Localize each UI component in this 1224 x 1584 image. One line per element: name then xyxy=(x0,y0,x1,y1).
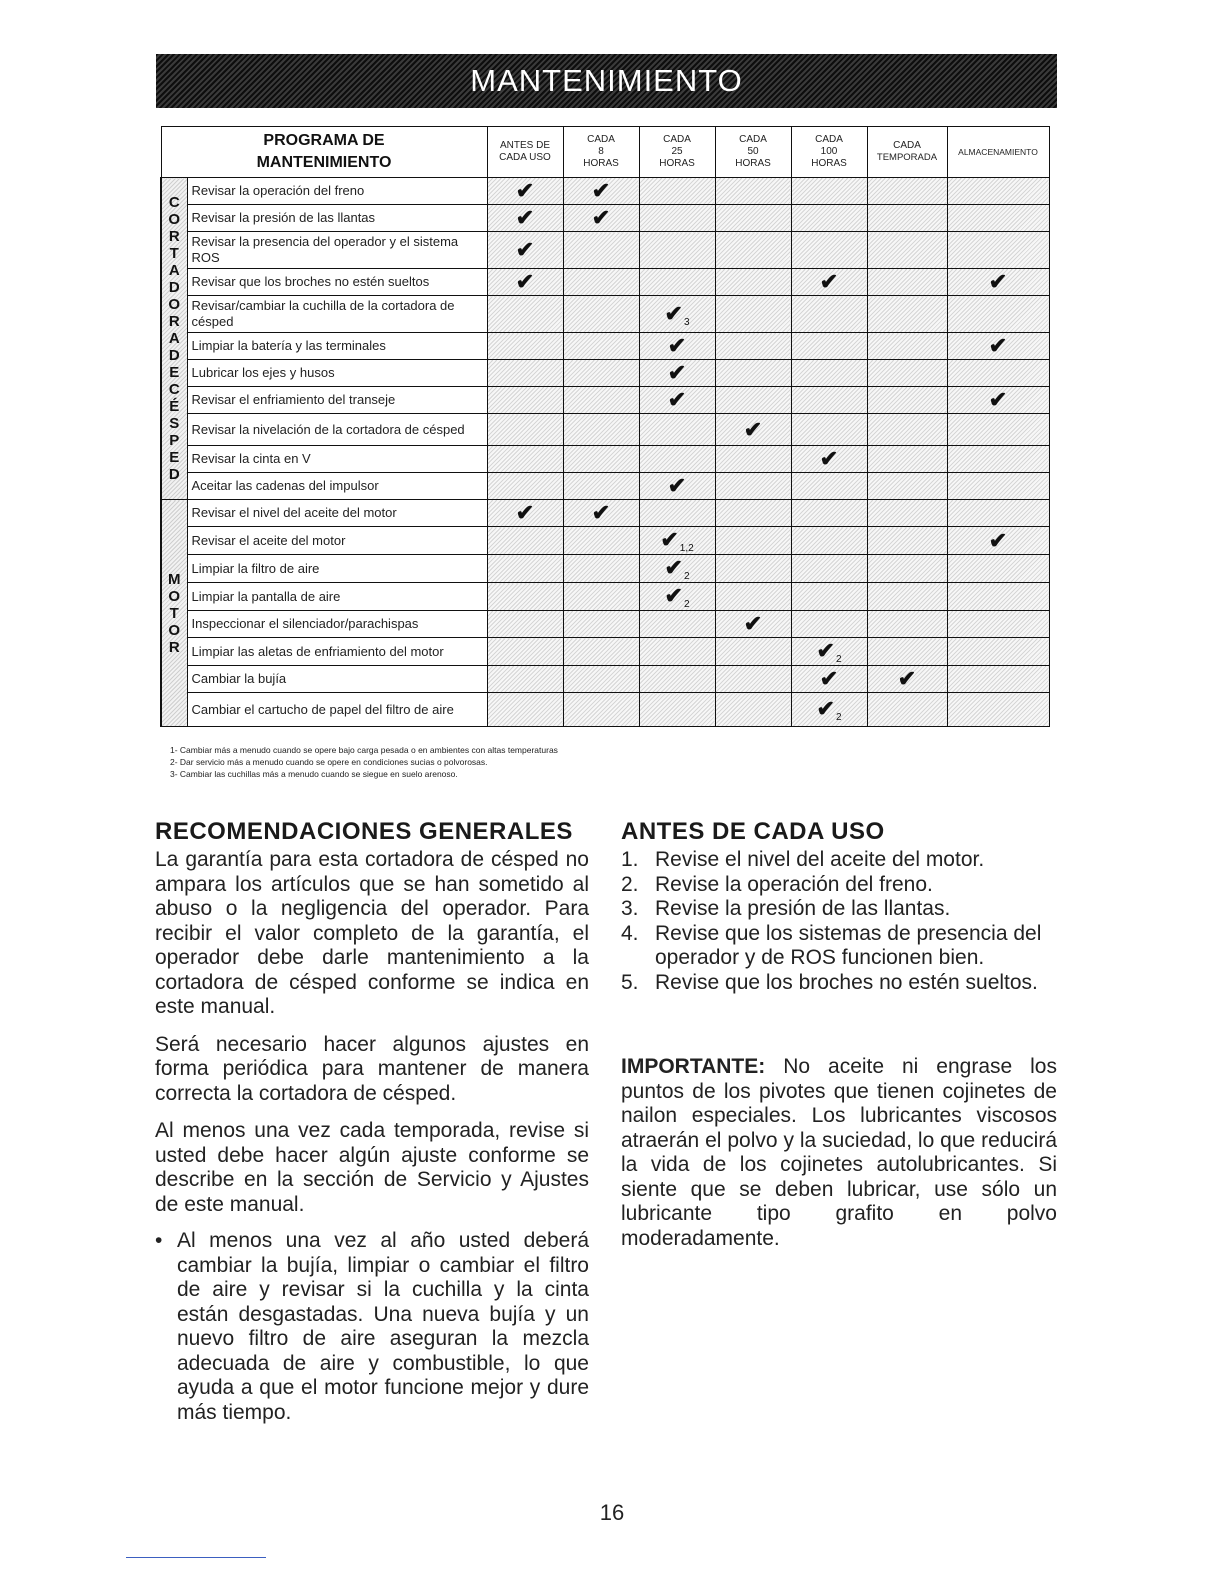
schedule-cell xyxy=(715,583,791,611)
task-label: Revisar la cinta en V xyxy=(187,446,487,473)
schedule-cell xyxy=(791,638,867,666)
schedule-cell xyxy=(947,205,1049,232)
footnote-ref: 2 xyxy=(835,654,842,665)
schedule-cell xyxy=(639,555,715,583)
table-row xyxy=(161,296,1049,333)
schedule-cell xyxy=(639,583,715,611)
steps-list xyxy=(621,848,1057,995)
table-row xyxy=(161,666,1049,693)
footnote-ref: 2 xyxy=(835,712,842,723)
schedule-cell xyxy=(563,473,639,500)
check-mark-icon: ✔ xyxy=(743,611,763,636)
check-mark-icon: ✔ xyxy=(664,300,683,326)
paragraph: La garantía para esta cortadora de césped no ampara los artículos que se han sometido al abuso o la negligencia del operador. Para recibir el valor completo de la garantía, el operador debe darle mantenimiento a la cortadora de césped conforme se indica en este manual. xyxy=(155,848,589,1018)
schedule-cell xyxy=(947,360,1049,387)
check-mark-icon: ✔ xyxy=(988,527,1008,553)
schedule-cell xyxy=(867,387,947,414)
schedule-cell xyxy=(947,527,1049,555)
schedule-cell xyxy=(715,387,791,414)
schedule-cell xyxy=(639,473,715,500)
schedule-cell xyxy=(947,473,1049,500)
task-label: Revisar la nivelación de la cortadora de césped xyxy=(187,414,487,446)
schedule-cell xyxy=(715,500,791,527)
task-label: Revisar el enfriamiento del transeje xyxy=(187,387,487,414)
schedule-cell xyxy=(487,446,563,473)
schedule-cell xyxy=(791,611,867,638)
schedule-cell xyxy=(487,232,563,269)
table-row xyxy=(161,473,1049,500)
schedule-cell xyxy=(791,387,867,414)
schedule-cell xyxy=(563,205,639,232)
schedule-cell xyxy=(639,500,715,527)
before-each-use-section xyxy=(621,818,1057,1251)
table-row xyxy=(161,360,1049,387)
schedule-cell xyxy=(639,360,715,387)
page-number: 16 xyxy=(599,1500,625,1525)
schedule-cell xyxy=(639,414,715,446)
schedule-cell xyxy=(563,583,639,611)
important-label: IMPORTANTE: xyxy=(621,1055,766,1078)
schedule-cell xyxy=(639,527,715,555)
schedule-cell xyxy=(563,387,639,414)
table-row xyxy=(161,387,1049,414)
group-label: C O R T A D O R A D E C É S P E D xyxy=(168,194,181,483)
check-mark-icon: ✔ xyxy=(591,178,611,203)
schedule-cell xyxy=(639,232,715,269)
schedule-cell xyxy=(791,414,867,446)
schedule-cell xyxy=(791,527,867,555)
schedule-cell xyxy=(867,555,947,583)
table-row xyxy=(161,555,1049,583)
task-label: Cambiar la bujía xyxy=(187,666,487,693)
schedule-cell xyxy=(791,205,867,232)
schedule-cell xyxy=(487,387,563,414)
schedule-cell xyxy=(487,500,563,527)
paragraph: Será necesario hacer algunos ajustes en forma periódica para mantener de manera correcta la cortadora de césped. xyxy=(155,1032,589,1105)
check-mark-icon: ✔ xyxy=(515,237,535,262)
table-row xyxy=(161,178,1049,205)
schedule-cell xyxy=(791,693,867,727)
check-mark-icon: ✔ xyxy=(515,205,535,230)
schedule-cell xyxy=(563,666,639,693)
table-row xyxy=(161,333,1049,360)
schedule-cell xyxy=(791,269,867,296)
check-mark-icon: ✔ xyxy=(515,500,535,525)
table-header-row xyxy=(161,127,1049,178)
schedule-cell xyxy=(639,693,715,727)
schedule-cell xyxy=(715,527,791,555)
schedule-cell xyxy=(867,296,947,333)
footnote-ref: 2 xyxy=(683,599,690,610)
schedule-cell xyxy=(563,500,639,527)
schedule-title: PROGRAMA DE MANTENIMIENTO xyxy=(161,127,487,178)
schedule-cell xyxy=(715,666,791,693)
schedule-cell xyxy=(563,446,639,473)
schedule-cell xyxy=(715,611,791,638)
table-row xyxy=(161,693,1049,727)
column-header: CADA 100 HORAS xyxy=(791,127,867,178)
schedule-cell xyxy=(563,360,639,387)
schedule-cell xyxy=(487,473,563,500)
bullet-item xyxy=(155,1229,589,1425)
schedule-cell xyxy=(563,232,639,269)
schedule-cell xyxy=(715,555,791,583)
schedule-cell xyxy=(563,333,639,360)
schedule-cell xyxy=(563,414,639,446)
schedule-cell xyxy=(867,527,947,555)
task-label: Revisar la operación del freno xyxy=(187,178,487,205)
check-mark-icon: ✔ xyxy=(515,178,535,203)
schedule-cell xyxy=(715,296,791,333)
check-mark-icon: ✔ xyxy=(667,473,687,498)
table-row xyxy=(161,583,1049,611)
schedule-cell xyxy=(563,296,639,333)
schedule-cell xyxy=(563,178,639,205)
schedule-cell xyxy=(487,269,563,296)
schedule-cell xyxy=(715,333,791,360)
task-label: Revisar que los broches no estén sueltos xyxy=(187,269,487,296)
column-header: CADA 25 HORAS xyxy=(639,127,715,178)
schedule-cell xyxy=(947,232,1049,269)
maintenance-schedule-table xyxy=(160,126,1050,727)
table-row xyxy=(161,500,1049,527)
task-label: Revisar la presencia del operador y el sistema ROS xyxy=(187,232,487,269)
schedule-cell xyxy=(563,693,639,727)
schedule-cell xyxy=(715,473,791,500)
schedule-cell xyxy=(715,414,791,446)
footnote-ref: 1,2 xyxy=(679,543,694,554)
schedule-cell xyxy=(791,333,867,360)
schedule-cell xyxy=(867,414,947,446)
column-header: ANTES DE CADA USO xyxy=(487,127,563,178)
table-row xyxy=(161,205,1049,232)
list-item: 1. Revise el nivel del aceite del motor. xyxy=(621,848,985,871)
schedule-cell xyxy=(947,666,1049,693)
schedule-cell xyxy=(867,178,947,205)
check-mark-icon: ✔ xyxy=(667,387,687,412)
schedule-cell xyxy=(867,473,947,500)
task-label: Revisar la presión de las llantas xyxy=(187,205,487,232)
table-row xyxy=(161,527,1049,555)
schedule-cell xyxy=(487,555,563,583)
schedule-cell xyxy=(867,269,947,296)
schedule-cell xyxy=(639,638,715,666)
schedule-cell xyxy=(639,446,715,473)
schedule-cell xyxy=(715,205,791,232)
schedule-cell xyxy=(487,638,563,666)
schedule-cell xyxy=(639,333,715,360)
schedule-cell xyxy=(487,296,563,333)
list-item: 3. Revise la presión de las llantas. xyxy=(621,897,951,920)
schedule-cell xyxy=(791,583,867,611)
schedule-cell xyxy=(791,446,867,473)
table-row xyxy=(161,446,1049,473)
footnote: 3- Cambiar las cuchillas más a menudo cuando se siegue en suelo arenoso. xyxy=(170,769,458,779)
schedule-cell xyxy=(715,360,791,387)
schedule-cell xyxy=(639,205,715,232)
schedule-cell xyxy=(563,527,639,555)
schedule-cell xyxy=(715,638,791,666)
schedule-cell xyxy=(639,178,715,205)
schedule-cell xyxy=(867,638,947,666)
list-item: 4. Revise que los sistemas de presencia del operador y de ROS funcionen bien. xyxy=(621,921,1042,969)
schedule-cell xyxy=(715,232,791,269)
table-row xyxy=(161,638,1049,666)
check-mark-icon: ✔ xyxy=(816,696,835,721)
schedule-cell xyxy=(487,178,563,205)
column-header: ALMACENAMIENTO xyxy=(947,127,1049,178)
footnote-ref: 2 xyxy=(683,571,690,582)
column-header: CADA TEMPORADA xyxy=(867,127,947,178)
footnote-ref: 3 xyxy=(683,316,690,328)
schedule-cell xyxy=(947,500,1049,527)
schedule-cell xyxy=(639,296,715,333)
schedule-cell xyxy=(487,693,563,727)
schedule-cell xyxy=(791,500,867,527)
schedule-cell xyxy=(639,611,715,638)
schedule-cell xyxy=(947,555,1049,583)
schedule-cell xyxy=(947,583,1049,611)
table-row xyxy=(161,611,1049,638)
footer-rule xyxy=(126,1557,266,1558)
check-mark-icon: ✔ xyxy=(664,555,683,580)
schedule-cell xyxy=(791,232,867,269)
task-label: Revisar el aceite del motor xyxy=(187,527,487,555)
check-mark-icon: ✔ xyxy=(819,269,839,294)
schedule-cell xyxy=(715,446,791,473)
check-mark-icon: ✔ xyxy=(819,666,839,691)
schedule-cell xyxy=(791,473,867,500)
check-mark-icon: ✔ xyxy=(819,446,839,471)
schedule-cell xyxy=(715,269,791,296)
schedule-cell xyxy=(867,500,947,527)
schedule-cell xyxy=(947,414,1049,446)
group-label: M O T O R xyxy=(168,570,181,656)
schedule-cell xyxy=(947,296,1049,333)
schedule-cell xyxy=(487,360,563,387)
task-label: Revisar/cambiar la cuchilla de la cortadora de césped xyxy=(187,296,487,333)
important-text: No aceite ni engrase los puntos de los pivotes que tienen cojinetes de nailon especiales. Los lubricantes viscosos atraerán el polvo y la suciedad, lo que reducirá la vida de los cojinetes autolubricantes. Si siente que se deben lubricar, use sólo un lubricante tipo grafito en polvo moderadamente. xyxy=(621,1055,1057,1250)
schedule-cell xyxy=(487,205,563,232)
schedule-cell xyxy=(867,232,947,269)
footnote: 2- Dar servicio más a menudo cuando se opere en condiciones sucias o polvorosas. xyxy=(170,757,488,767)
check-mark-icon: ✔ xyxy=(660,527,679,552)
schedule-cell xyxy=(487,583,563,611)
schedule-cell xyxy=(947,611,1049,638)
check-mark-icon: ✔ xyxy=(988,333,1008,358)
task-label: Lubricar los ejes y husos xyxy=(187,360,487,387)
check-mark-icon: ✔ xyxy=(743,416,763,442)
schedule-cell xyxy=(867,205,947,232)
task-label: Inspeccionar el silenciador/parachispas xyxy=(187,611,487,638)
schedule-cell xyxy=(487,611,563,638)
check-mark-icon: ✔ xyxy=(667,333,687,358)
schedule-cell xyxy=(715,178,791,205)
task-label: Aceitar las cadenas del impulsor xyxy=(187,473,487,500)
check-mark-icon: ✔ xyxy=(664,583,683,608)
schedule-cell xyxy=(715,693,791,727)
footnotes xyxy=(170,744,558,780)
check-mark-icon: ✔ xyxy=(515,269,535,294)
schedule-cell xyxy=(487,527,563,555)
schedule-cell xyxy=(947,269,1049,296)
schedule-cell xyxy=(563,269,639,296)
task-label: Limpiar la pantalla de aire xyxy=(187,583,487,611)
schedule-cell xyxy=(791,555,867,583)
schedule-cell xyxy=(867,693,947,727)
group-side-label xyxy=(161,500,187,727)
schedule-cell xyxy=(791,178,867,205)
schedule-cell xyxy=(487,414,563,446)
check-mark-icon: ✔ xyxy=(816,638,835,663)
footnote: 1- Cambiar más a menudo cuando se opere bajo carga pesada o en ambientes con altas temperaturas xyxy=(170,745,558,755)
schedule-cell xyxy=(867,333,947,360)
banner-title: MANTENIMIENTO xyxy=(470,63,743,98)
schedule-cell xyxy=(791,666,867,693)
table-row xyxy=(161,269,1049,296)
schedule-cell xyxy=(487,666,563,693)
check-mark-icon: ✔ xyxy=(591,205,611,230)
schedule-cell xyxy=(947,638,1049,666)
schedule-cell xyxy=(947,387,1049,414)
check-mark-icon: ✔ xyxy=(591,500,611,525)
task-label: Limpiar la batería y las terminales xyxy=(187,333,487,360)
schedule-cell xyxy=(947,333,1049,360)
schedule-cell xyxy=(867,611,947,638)
schedule-cell xyxy=(791,360,867,387)
group-side-label xyxy=(161,178,187,500)
column-header: CADA 8 HORAS xyxy=(563,127,639,178)
general-recommendations-section xyxy=(155,818,589,1425)
task-label: Limpiar la filtro de aire xyxy=(187,555,487,583)
important-note xyxy=(621,1055,1057,1251)
list-item: 2. Revise la operación del freno. xyxy=(621,872,933,896)
check-mark-icon: ✔ xyxy=(988,387,1008,412)
bullet-text: Al menos una vez al año usted deberá cambiar la bujía, limpiar o cambiar el filtro de aire y revisar si la cuchilla y la cinta están desgastadas. Una nueva bujía y un nuevo filtro de aire aseguran la mezcla adecuada de aire y combustible, lo que ayuda a que el motor funcione mejor y dure más tiempo. xyxy=(177,1229,589,1424)
task-label: Limpiar las aletas de enfriamiento del motor xyxy=(187,638,487,666)
section-heading: ANTES DE CADA USO xyxy=(621,818,885,845)
check-mark-icon: ✔ xyxy=(897,666,917,691)
check-mark-icon: ✔ xyxy=(667,360,687,385)
schedule-cell xyxy=(791,296,867,333)
task-label: Revisar el nivel del aceite del motor xyxy=(187,500,487,527)
schedule-cell xyxy=(867,666,947,693)
schedule-cell xyxy=(867,583,947,611)
table-row xyxy=(161,414,1049,446)
task-label: Cambiar el cartucho de papel del filtro de aire xyxy=(187,693,487,727)
schedule-cell xyxy=(947,693,1049,727)
list-item: 5. Revise que los broches no estén sueltos. xyxy=(621,970,1038,994)
schedule-cell xyxy=(639,666,715,693)
schedule-cell xyxy=(487,333,563,360)
check-mark-icon: ✔ xyxy=(988,269,1008,294)
schedule-cell xyxy=(563,611,639,638)
section-heading: RECOMENDACIONES GENERALES xyxy=(155,818,573,845)
schedule-cell xyxy=(947,446,1049,473)
bullet-dot: • xyxy=(155,1229,163,1252)
schedule-cell xyxy=(947,178,1049,205)
column-header: CADA 50 HORAS xyxy=(715,127,791,178)
paragraph: Al menos una vez cada temporada, revise si usted debe hacer algún ajuste conforme se describe en la sección de Servicio y Ajustes de este manual. xyxy=(155,1119,589,1216)
schedule-cell xyxy=(867,446,947,473)
table-row xyxy=(161,232,1049,269)
schedule-cell xyxy=(639,387,715,414)
schedule-cell xyxy=(563,638,639,666)
schedule-cell xyxy=(867,360,947,387)
schedule-cell xyxy=(563,555,639,583)
schedule-cell xyxy=(639,269,715,296)
page-banner xyxy=(156,54,1057,108)
